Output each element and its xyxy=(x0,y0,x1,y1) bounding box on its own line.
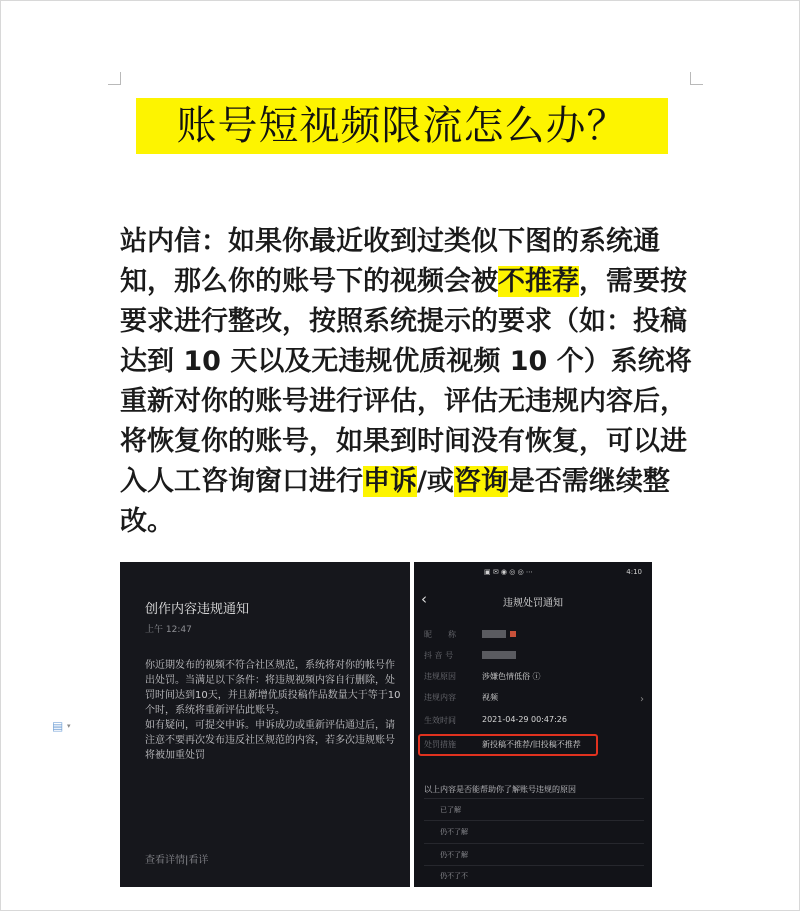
body-text-1: 站内信：如果你最近收到过类似下图的系统通知，那么你的账号下的视频会被 xyxy=(120,226,660,297)
row-content xyxy=(424,692,644,704)
doc-icon[interactable]: ▤ xyxy=(52,719,64,733)
notice-title: 创作内容违规通知 xyxy=(145,602,250,617)
row-key: 昵 称 xyxy=(424,630,456,639)
row-reason xyxy=(424,671,644,683)
row-value: 新投稿不推荐/旧投稿不推荐 xyxy=(482,740,581,749)
page-title: 账号短视频限流怎么办？ xyxy=(176,103,628,149)
violation-notice-screenshot xyxy=(120,562,410,887)
penalty-notice-screenshot xyxy=(414,562,652,887)
back-chevron-icon[interactable]: ‹ xyxy=(421,590,427,608)
status-icons: ▣ ✉ ◉ ◎ ◎ ⋯ xyxy=(484,568,533,576)
page-corner-mark-right xyxy=(690,72,703,85)
row-key: 违规原因 xyxy=(424,672,456,681)
row-value-blurred xyxy=(482,629,516,638)
row-value: 涉嫌色情低俗 ⓘ xyxy=(482,672,541,681)
feedback-option[interactable]: 仍不了不 xyxy=(440,872,468,880)
feedback-question: 以上内容是否能帮助你了解账号违规的原因 xyxy=(424,785,576,794)
divider xyxy=(424,798,644,799)
title-highlight xyxy=(136,98,668,154)
feedback-option[interactable]: 已了解 xyxy=(440,806,461,814)
row-key: 处罚措施 xyxy=(424,740,456,749)
row-value: 视频 xyxy=(482,693,498,702)
body-text-3: /或 xyxy=(417,466,454,497)
caret-down-icon[interactable]: ▾ xyxy=(67,722,71,730)
body-text-2: ，需要按要求进行整改，按照系统提示的要求（如：投稿达到 10 天以及无违规优质视频 10 个）系统将重新对你的账号进行评估，评估无违规内容后，将恢复你的账号，如果到时间没有恢复，可以进入人工咨询窗口进行 xyxy=(120,266,692,497)
highlight-not-recommended: 不推荐 xyxy=(498,266,579,297)
row-penalty xyxy=(424,739,644,751)
feedback-option[interactable]: 仍不了解 xyxy=(440,851,468,859)
highlight-consult: 咨询 xyxy=(453,466,508,497)
notice-time: 上午 12:47 xyxy=(145,625,192,635)
page-corner-mark-left xyxy=(108,72,121,85)
penalty-header: 违规处罚通知 xyxy=(503,598,563,609)
divider xyxy=(424,865,644,866)
row-value: 2021-04-29 00:47:26 xyxy=(482,715,567,724)
feedback-option[interactable]: 仍不了解 xyxy=(440,828,468,836)
chevron-right-icon: › xyxy=(640,694,644,705)
divider xyxy=(424,843,644,844)
row-nickname xyxy=(424,629,644,641)
status-bar xyxy=(414,568,652,580)
divider xyxy=(424,820,644,821)
row-effective-time xyxy=(424,715,644,727)
row-key: 违规内容 xyxy=(424,693,456,702)
highlight-appeal: 申诉 xyxy=(363,466,417,497)
status-time: 4:10 xyxy=(626,568,642,576)
body-paragraph xyxy=(120,222,692,542)
notice-details-link[interactable]: 查看详情|看详 xyxy=(145,855,209,866)
body-text-4: 是否需继续整改。 xyxy=(120,466,670,537)
row-key: 生效时间 xyxy=(424,716,456,725)
notice-body: 你近期发布的视频不符合社区规范，系统将对你的帐号作出处罚。当满足以下条件：将违规视频内容自行删除，处罚时间达到10天，并且新增优质投稿作品数量大于等于10个时，系统将重新评估此账号。 如有疑问，可提交申诉。申诉成功或重新评估通过后，请注意不要再次发布违反社区规范的内容，若多次违规账号将被加重处罚 xyxy=(145,660,401,761)
row-key: 抖 音 号 xyxy=(424,651,454,660)
row-value-blurred xyxy=(482,650,516,659)
row-account-id xyxy=(424,650,644,662)
